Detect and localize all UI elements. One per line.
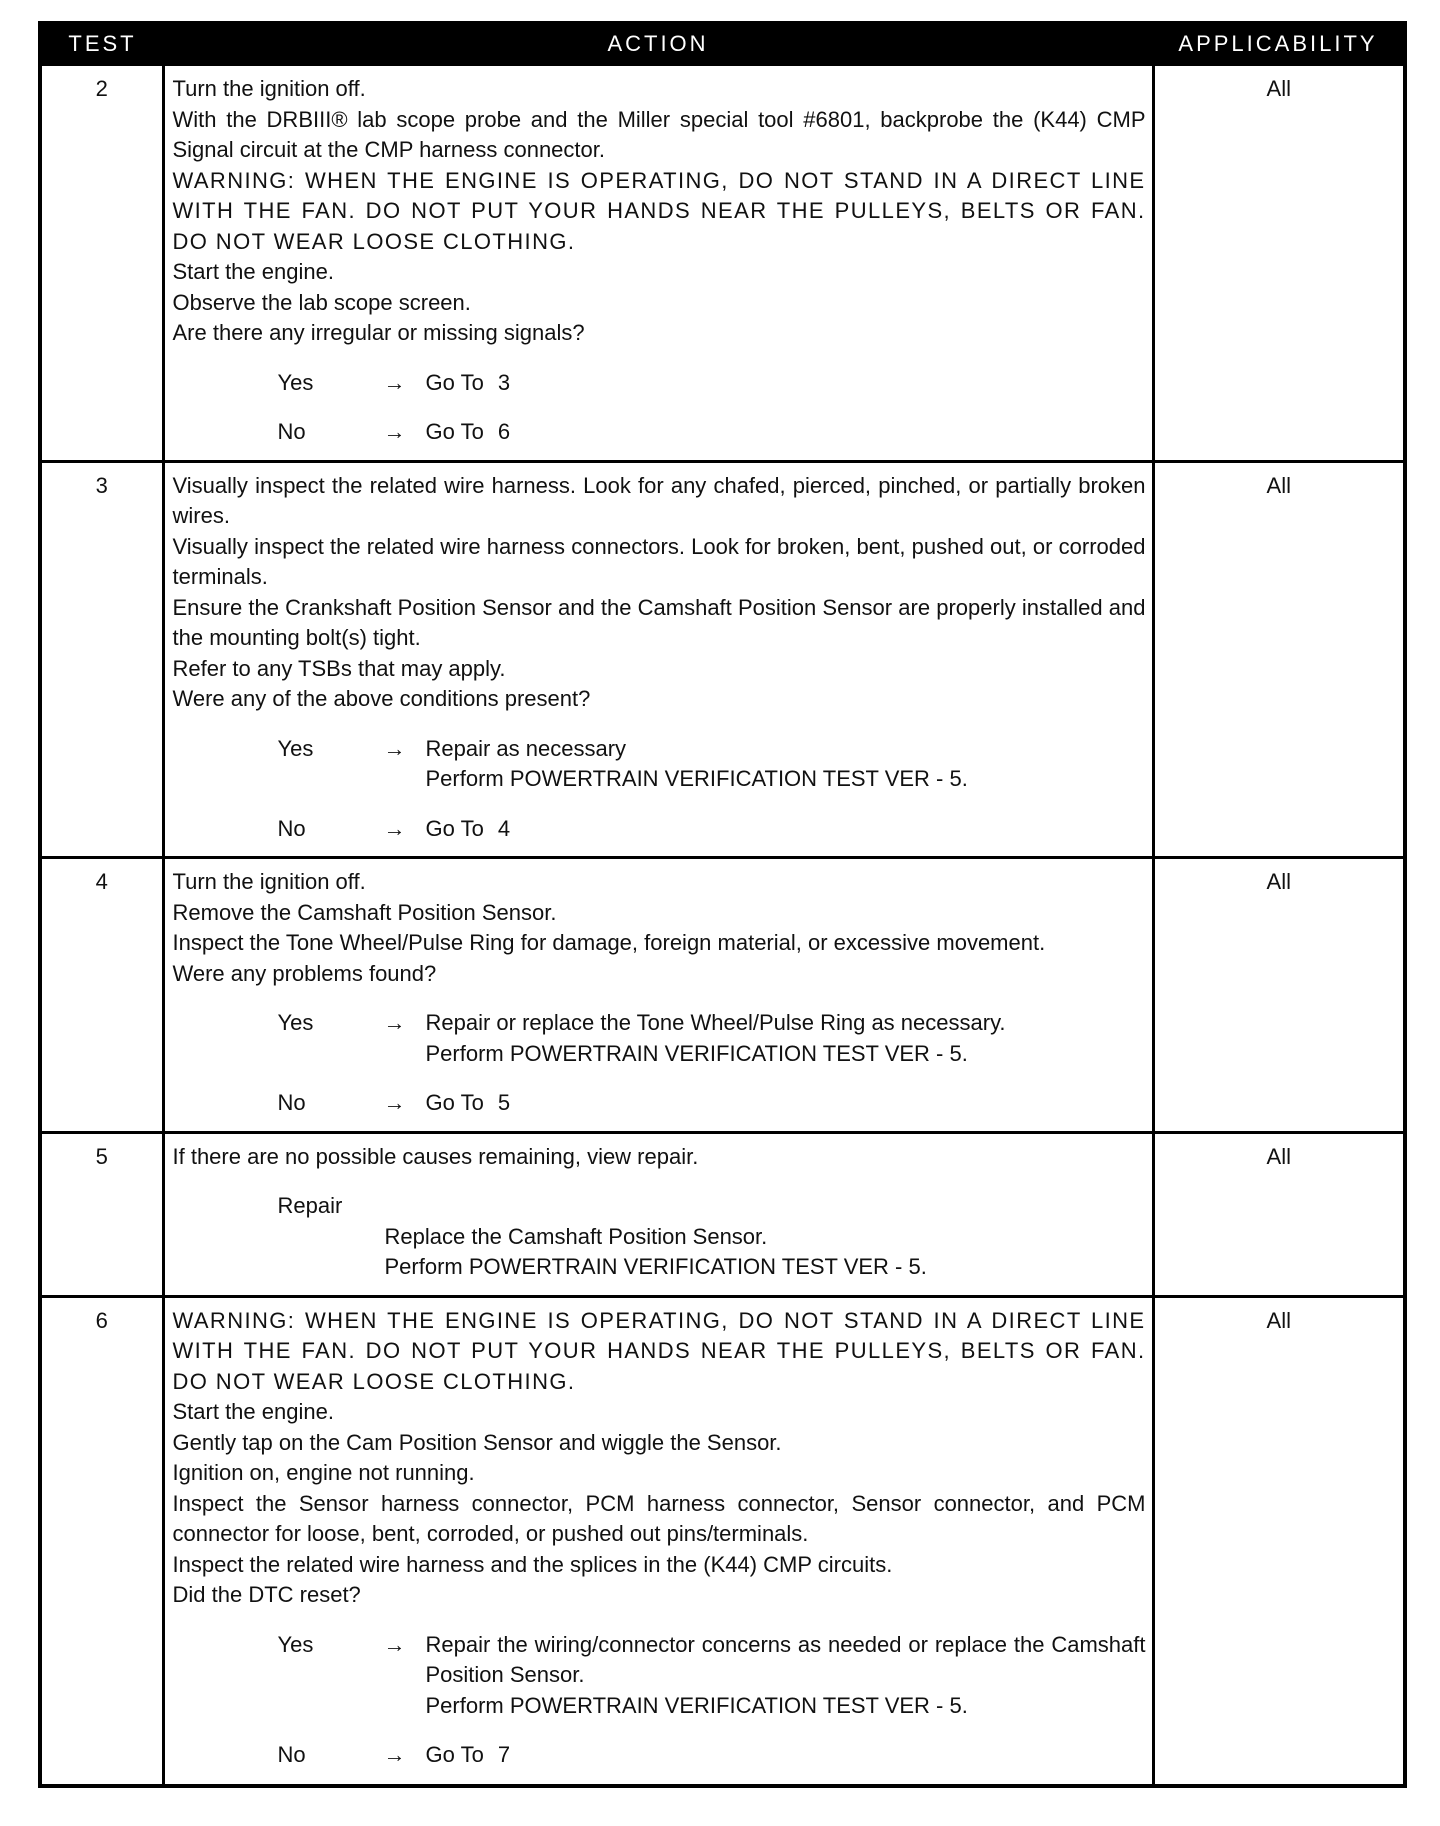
verification-line: Perform POWERTRAIN VERIFICATION TEST VER - 5.	[425, 1692, 968, 1718]
step-text: Start the engine.	[172, 1399, 334, 1424]
action-cell	[163, 858, 1153, 1133]
table-header	[40, 23, 1405, 65]
header-row	[40, 23, 1405, 65]
test-number: 5	[40, 1132, 163, 1296]
goto-step-number: 6	[497, 419, 511, 444]
goto-text: Go To 6	[425, 419, 511, 444]
goto-text: Go To 5	[425, 1090, 511, 1115]
step-text: Visually inspect the related wire harness connectors. Look for broken, bent, pushed out, or corroded terminals.	[172, 533, 1146, 589]
step-text: Ensure the Crankshaft Position Sensor and the Camshaft Position Sensor are properly installed and the mounting bolt(s) tight.	[172, 594, 1146, 650]
verification-line: Perform POWERTRAIN VERIFICATION TEST VER - 5.	[425, 1040, 968, 1066]
test-number: 3	[40, 461, 163, 858]
yes-result	[173, 1008, 1146, 1069]
no-label: No	[277, 1090, 306, 1115]
no-label: No	[277, 815, 306, 841]
no-result	[173, 814, 1146, 845]
step-text: Turn the ignition off.	[172, 869, 366, 894]
step-text: Visually inspect the related wire harness. Look for any chafed, pierced, pinched, or partially broken wires.	[172, 472, 1146, 528]
step-text: Remove the Camshaft Position Sensor.	[172, 899, 557, 925]
question-text: Are there any irregular or missing signals?	[172, 320, 585, 345]
test-row-6	[40, 1296, 1405, 1786]
arrow-icon: →	[383, 1010, 406, 1035]
diagnostic-test-table	[38, 21, 1407, 1788]
repair-line: Repair as necessary	[425, 735, 627, 761]
yes-action	[426, 1008, 1146, 1069]
goto-text: Go To 3	[425, 369, 511, 395]
goto-text: Go To 7	[425, 1742, 511, 1767]
repair-block	[173, 1191, 1146, 1283]
test-row-3	[40, 461, 1405, 858]
applicability-value: All	[1153, 1132, 1405, 1296]
step-text: Gently tap on the Cam Position Sensor and wiggle the Sensor.	[172, 1429, 782, 1455]
applicability-value: All	[1153, 461, 1405, 858]
repair-line: Repair the wiring/connector concerns as needed or replace the Camshaft Position Sensor.	[425, 1631, 1146, 1687]
table-body	[40, 65, 1405, 1787]
yes-action	[426, 1630, 1146, 1722]
step-text: Inspect the Tone Wheel/Pulse Ring for damage, foreign material, or excessive movement.	[172, 930, 1046, 955]
test-number: 6	[40, 1296, 163, 1786]
header-action: ACTION	[163, 23, 1153, 65]
goto-step-number: 4	[497, 815, 511, 841]
step-text: Turn the ignition off.	[172, 76, 366, 101]
yes-action	[426, 734, 1146, 795]
yes-result	[173, 368, 1146, 399]
applicability-value: All	[1153, 858, 1405, 1133]
arrow-icon: →	[383, 815, 406, 841]
repair-line: Replace the Camshaft Position Sensor.	[384, 1223, 768, 1249]
goto-step-number: 3	[497, 369, 511, 395]
yes-label: Yes	[277, 1010, 314, 1035]
no-label: No	[277, 1742, 306, 1767]
action-cell	[163, 65, 1153, 462]
arrow-icon: →	[383, 1742, 406, 1767]
no-label: No	[277, 419, 306, 444]
arrow-icon: →	[383, 1090, 406, 1115]
header-test: TEST	[40, 23, 163, 65]
arrow-icon: →	[383, 369, 406, 395]
no-result	[173, 1088, 1146, 1119]
action-cell	[163, 1296, 1153, 1786]
test-row-5	[40, 1132, 1405, 1296]
no-result	[173, 1740, 1146, 1771]
step-text: With the DRBIII® lab scope probe and the Miller special tool #6801, backprobe the (K44) CMP Signal circuit at the CMP harness connector.	[172, 106, 1146, 162]
warning-text: WARNING: WHEN THE ENGINE IS OPERATING, DO NOT STAND IN A DIRECT LINE WITH THE FAN. DO NOT PUT YOUR HANDS NEAR THE PULLEYS, BELTS OR FAN. DO NOT WEAR LOOSE CLOTHING.	[172, 1307, 1146, 1394]
repair-line: Repair or replace the Tone Wheel/Pulse Ring as necessary.	[425, 1010, 1006, 1035]
repair-label: Repair	[277, 1193, 343, 1218]
question-text: Were any problems found?	[172, 960, 437, 986]
step-text: Inspect the Sensor harness connector, PCM harness connector, Sensor connector, and PCM connector for loose, bent, corroded, or pushed out pins/terminals.	[172, 1490, 1146, 1546]
no-result	[173, 417, 1146, 448]
test-row-2	[40, 65, 1405, 462]
applicability-value: All	[1153, 65, 1405, 462]
header-applicability: APPLICABILITY	[1153, 23, 1405, 65]
test-number: 4	[40, 858, 163, 1133]
yes-result	[173, 1630, 1146, 1722]
yes-label: Yes	[277, 735, 314, 761]
step-text: Inspect the related wire harness and the splices in the (K44) CMP circuits.	[172, 1551, 893, 1577]
step-text: If there are no possible causes remaining, view repair.	[172, 1143, 699, 1169]
verification-line: Perform POWERTRAIN VERIFICATION TEST VER - 5.	[384, 1254, 927, 1279]
goto-step-number: 5	[497, 1090, 511, 1115]
yes-label: Yes	[277, 1631, 314, 1657]
action-cell	[163, 1132, 1153, 1296]
arrow-icon: →	[383, 735, 406, 761]
yes-label: Yes	[277, 369, 314, 395]
question-text: Did the DTC reset?	[172, 1582, 361, 1607]
yes-result	[173, 734, 1146, 795]
action-cell	[163, 461, 1153, 858]
verification-line: Perform POWERTRAIN VERIFICATION TEST VER - 5.	[425, 766, 968, 791]
test-number: 2	[40, 65, 163, 462]
step-text: Refer to any TSBs that may apply.	[172, 655, 506, 681]
arrow-icon: →	[383, 1631, 406, 1657]
applicability-value: All	[1153, 1296, 1405, 1786]
goto-text: Go To 4	[425, 815, 511, 841]
step-text: Observe the lab scope screen.	[172, 289, 471, 315]
step-text: Start the engine.	[172, 259, 334, 284]
diagnostic-test-sheet	[38, 21, 1403, 1788]
question-text: Were any of the above conditions present?	[172, 686, 591, 711]
test-row-4	[40, 858, 1405, 1133]
arrow-icon: →	[383, 419, 406, 444]
step-text: Ignition on, engine not running.	[172, 1460, 475, 1485]
warning-text: WARNING: WHEN THE ENGINE IS OPERATING, DO NOT STAND IN A DIRECT LINE WITH THE FAN. DO NOT PUT YOUR HANDS NEAR THE PULLEYS, BELTS OR FAN. DO NOT WEAR LOOSE CLOTHING.	[172, 167, 1146, 254]
goto-step-number: 7	[497, 1742, 511, 1767]
